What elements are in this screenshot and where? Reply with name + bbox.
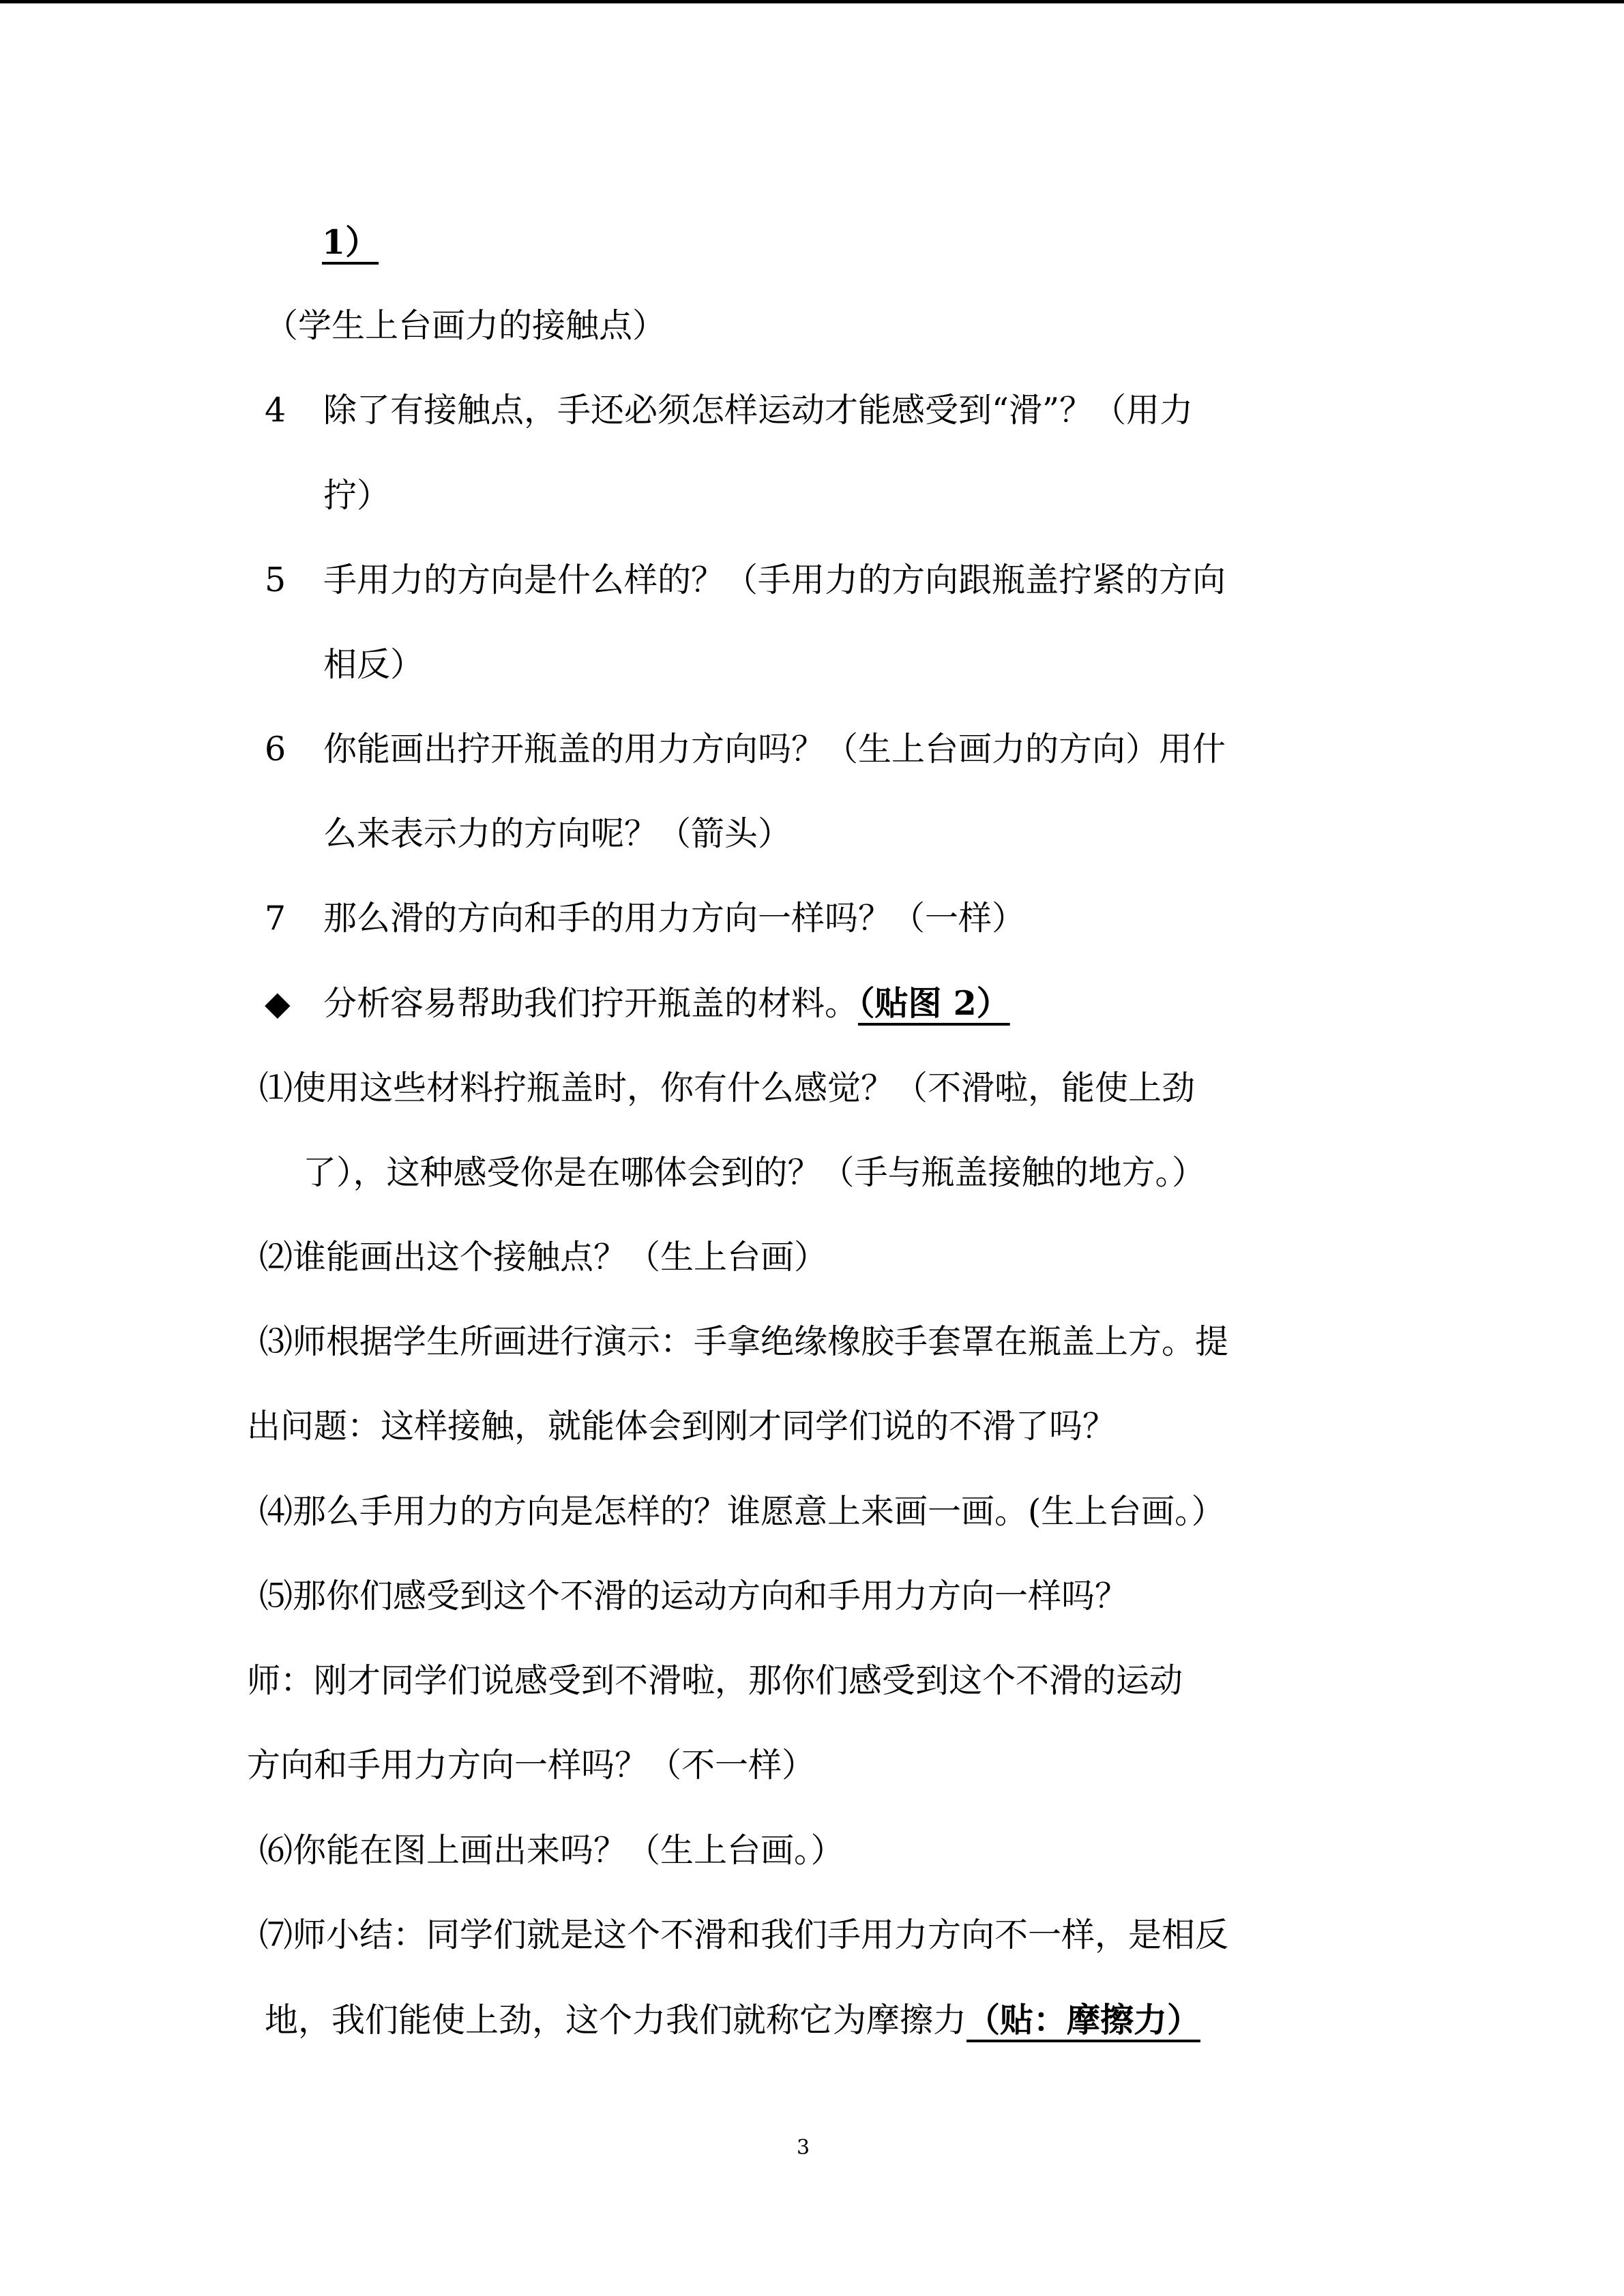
line-18: 师：刚才同学们说感受到不滑啦，那你们感受到这个不滑的运动: [247, 1661, 1183, 1700]
line-4: 拧）: [323, 476, 391, 515]
line-19: 方向和手用力方向一样吗？（不一样）: [247, 1746, 816, 1785]
underlined-label: 1）: [322, 222, 379, 262]
line-text: 地，我们能使上劲，这个力我们就称它为摩擦力: [265, 2001, 967, 2040]
line-17: ⑸那你们感受到这个不滑的运动方向和手用力方向一样吗？: [259, 1577, 1129, 1615]
line-10: [265, 983, 1010, 1024]
diamond-bullet-icon: ◆: [265, 984, 291, 1023]
line-text: 那么滑的方向和手的用力方向一样吗？（一样）: [323, 899, 1026, 938]
line-text: 分析容易帮助我们拧开瓶盖的材料。: [323, 984, 859, 1023]
line-13: ⑵谁能画出这个接触点？（生上台画）: [259, 1238, 828, 1277]
line-3: [265, 390, 1193, 431]
line-12: 了），这种感受你是在哪体会到的？（手与瓶盖接触的地方。）: [303, 1153, 1206, 1192]
line-text: 手用力的方向是什么样的？（手用力的方向跟瓶盖拧紧的方向: [323, 561, 1226, 599]
line-21: ⑺师小结：同学们就是这个不滑和我们手用力方向不一样，是相反: [259, 1915, 1229, 1954]
line-15: 出问题：这样接触，就能体会到刚才同学们说的不滑了吗？: [247, 1407, 1117, 1446]
item-number: 5: [265, 561, 286, 599]
item-number: 6: [265, 730, 286, 769]
line-2: （学生上台画力的接触点）: [265, 306, 666, 345]
line-16: ⑷那么手用力的方向是怎样的？谁愿意上来画一画。(生上台画。）: [259, 1492, 1225, 1531]
line-text: 除了有接触点，手还必须怎样运动才能感受到“滑”？（用力: [323, 391, 1194, 430]
item-number: 4: [265, 391, 286, 430]
line-14: ⑶师根据学生所画进行演示：手拿绝缘橡胶手套罩在瓶盖上方。提: [259, 1322, 1229, 1361]
line-text: 你能画出拧开瓶盖的用力方向吗？（生上台画力的方向）用什: [323, 730, 1226, 769]
underlined-label: （贴图 2）: [858, 983, 1010, 1023]
line-8: 么来表示力的方向呢？（箭头）: [323, 814, 792, 853]
line-9: [265, 898, 1025, 939]
page-number: 3: [797, 2136, 810, 2160]
line-22: [265, 1999, 1200, 2041]
line-5: [265, 560, 1226, 601]
line-11: ⑴使用这些材料拧瓶盖时，你有什么感觉？（不滑啦，能使上劲: [259, 1069, 1196, 1107]
top-border: [0, 0, 1624, 3]
line-20: ⑹你能在图上画出来吗？（生上台画。）: [259, 1831, 844, 1870]
underlined-label: （贴：摩擦力）: [966, 2000, 1201, 2040]
line-6: 相反）: [323, 645, 424, 684]
line-7: [265, 729, 1226, 770]
line-1: [322, 222, 379, 263]
item-number: 7: [265, 899, 286, 938]
